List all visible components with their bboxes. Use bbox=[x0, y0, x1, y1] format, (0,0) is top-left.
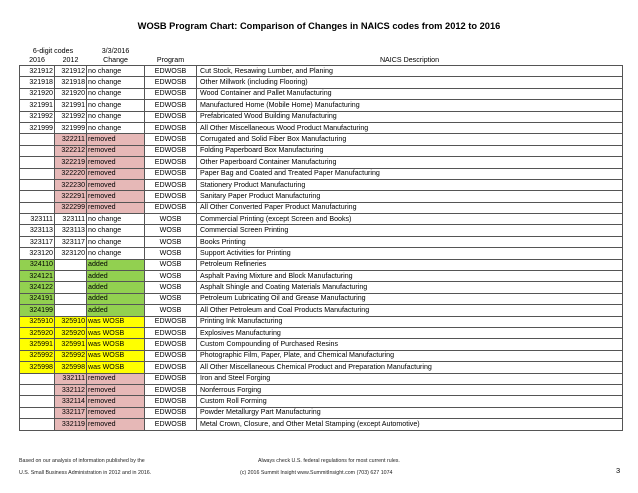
description-cell: Asphalt Shingle and Coating Materials Manufacturing bbox=[197, 282, 623, 293]
code-2012-cell: 332112 bbox=[55, 384, 87, 395]
table-row bbox=[20, 339, 623, 350]
code-2012-cell: 332117 bbox=[55, 407, 87, 418]
code-2012-cell: 325910 bbox=[55, 316, 87, 327]
col-program-header: Program bbox=[156, 56, 185, 64]
table-row bbox=[20, 179, 623, 190]
code-2016-cell bbox=[20, 384, 55, 395]
code-2016-cell: 324122 bbox=[20, 282, 55, 293]
description-cell: Powder Metallurgy Part Manufacturing bbox=[197, 407, 623, 418]
code-2012-cell: 321918 bbox=[55, 77, 87, 88]
table-row bbox=[20, 225, 623, 236]
code-2012-cell: 323120 bbox=[55, 248, 87, 259]
program-cell: EDWOSB bbox=[145, 327, 197, 338]
code-2012-cell: 325920 bbox=[55, 327, 87, 338]
code-2016-cell: 325991 bbox=[20, 339, 55, 350]
description-cell: Other Paperboard Container Manufacturing bbox=[197, 157, 623, 168]
description-cell: Commercial Printing (except Screen and Books) bbox=[197, 214, 623, 225]
program-cell: WOSB bbox=[145, 305, 197, 316]
program-cell: EDWOSB bbox=[145, 362, 197, 373]
code-2016-cell: 323117 bbox=[20, 236, 55, 247]
description-cell: Commercial Screen Printing bbox=[197, 225, 623, 236]
program-cell: EDWOSB bbox=[145, 339, 197, 350]
program-cell: WOSB bbox=[145, 214, 197, 225]
code-2012-cell: 323117 bbox=[55, 236, 87, 247]
code-2016-cell: 325920 bbox=[20, 327, 55, 338]
code-2012-cell: 322211 bbox=[55, 134, 87, 145]
table-row bbox=[20, 214, 623, 225]
description-cell: Nonferrous Forging bbox=[197, 384, 623, 395]
code-2012-cell bbox=[55, 282, 87, 293]
change-cell: was WOSB bbox=[87, 316, 145, 327]
code-2012-cell: 332111 bbox=[55, 373, 87, 384]
naics-table bbox=[19, 47, 623, 431]
description-cell: All Other Miscellaneous Chemical Product and Preparation Manufacturing bbox=[197, 362, 623, 373]
header-row bbox=[20, 56, 623, 66]
col-2016-header: 2016 bbox=[29, 56, 45, 64]
table-row bbox=[20, 157, 623, 168]
change-cell: no change bbox=[87, 225, 145, 236]
change-cell: no change bbox=[87, 122, 145, 133]
description-cell: All Other Converted Paper Product Manufacturing bbox=[197, 202, 623, 213]
code-2012-cell: 321992 bbox=[55, 111, 87, 122]
program-cell: WOSB bbox=[145, 248, 197, 259]
change-cell: no change bbox=[87, 236, 145, 247]
program-cell: EDWOSB bbox=[145, 407, 197, 418]
change-cell: was WOSB bbox=[87, 327, 145, 338]
code-2016-cell bbox=[20, 396, 55, 407]
change-cell: added bbox=[87, 282, 145, 293]
program-cell: EDWOSB bbox=[145, 191, 197, 202]
code-2012-cell: 322219 bbox=[55, 157, 87, 168]
code-2012-cell: 325998 bbox=[55, 362, 87, 373]
code-2012-cell: 325992 bbox=[55, 350, 87, 361]
description-cell: Petroleum Refineries bbox=[197, 259, 623, 270]
description-cell: Custom Compounding of Purchased Resins bbox=[197, 339, 623, 350]
code-2016-cell: 324199 bbox=[20, 305, 55, 316]
program-cell: EDWOSB bbox=[145, 373, 197, 384]
change-cell: was WOSB bbox=[87, 350, 145, 361]
table-row bbox=[20, 88, 623, 99]
description-cell: Other Millwork (including Flooring) bbox=[197, 77, 623, 88]
table-row bbox=[20, 236, 623, 247]
code-2016-cell bbox=[20, 157, 55, 168]
table-row bbox=[20, 100, 623, 111]
change-cell: was WOSB bbox=[87, 362, 145, 373]
footer-source-line2: U.S. Small Business Administration in 2012 and in 2016. bbox=[19, 470, 152, 476]
code-2012-cell bbox=[55, 259, 87, 270]
code-2016-cell bbox=[20, 373, 55, 384]
change-cell: no change bbox=[87, 248, 145, 259]
code-2012-cell: 321999 bbox=[55, 122, 87, 133]
table-row bbox=[20, 282, 623, 293]
table-row bbox=[20, 384, 623, 395]
code-2016-cell: 323111 bbox=[20, 214, 55, 225]
change-cell: no change bbox=[87, 66, 145, 77]
program-cell: EDWOSB bbox=[145, 145, 197, 156]
description-cell: Asphalt Paving Mixture and Block Manufacturing bbox=[197, 271, 623, 282]
code-2016-cell: 321999 bbox=[20, 122, 55, 133]
description-cell: All Other Petroleum and Coal Products Manufacturing bbox=[197, 305, 623, 316]
description-cell: Paper Bag and Coated and Treated Paper Manufacturing bbox=[197, 168, 623, 179]
description-cell: Iron and Steel Forging bbox=[197, 373, 623, 384]
page-number: 3 bbox=[616, 466, 621, 475]
table-row bbox=[20, 373, 623, 384]
code-2016-cell bbox=[20, 179, 55, 190]
change-cell: added bbox=[87, 259, 145, 270]
change-cell: removed bbox=[87, 179, 145, 190]
change-cell: no change bbox=[87, 88, 145, 99]
description-cell: Custom Roll Forming bbox=[197, 396, 623, 407]
description-cell: Petroleum Lubricating Oil and Grease Manufacturing bbox=[197, 293, 623, 304]
code-2016-cell: 324191 bbox=[20, 293, 55, 304]
change-cell: no change bbox=[87, 214, 145, 225]
program-cell: EDWOSB bbox=[145, 122, 197, 133]
change-cell: removed bbox=[87, 373, 145, 384]
code-2016-cell: 323120 bbox=[20, 248, 55, 259]
change-cell: added bbox=[87, 305, 145, 316]
code-2012-cell: 322220 bbox=[55, 168, 87, 179]
change-cell: added bbox=[87, 293, 145, 304]
code-2012-cell: 322299 bbox=[55, 202, 87, 213]
code-2012-cell: 322212 bbox=[55, 145, 87, 156]
description-cell: Wood Container and Pallet Manufacturing bbox=[197, 88, 623, 99]
code-2012-cell: 322230 bbox=[55, 179, 87, 190]
program-cell: WOSB bbox=[145, 271, 197, 282]
program-cell: EDWOSB bbox=[145, 168, 197, 179]
code-2016-cell: 324110 bbox=[20, 259, 55, 270]
table-row bbox=[20, 396, 623, 407]
description-cell: Manufactured Home (Mobile Home) Manufacturing bbox=[197, 100, 623, 111]
program-cell: WOSB bbox=[145, 225, 197, 236]
code-2016-cell: 325992 bbox=[20, 350, 55, 361]
codes-label: 6-digit codes bbox=[32, 47, 74, 55]
code-2012-cell: 332119 bbox=[55, 419, 87, 430]
table-row bbox=[20, 168, 623, 179]
program-cell: EDWOSB bbox=[145, 179, 197, 190]
program-cell: EDWOSB bbox=[145, 88, 197, 99]
header-row-top bbox=[20, 47, 623, 56]
code-2012-cell: 321920 bbox=[55, 88, 87, 99]
description-cell: Support Activities for Printing bbox=[197, 248, 623, 259]
change-cell: removed bbox=[87, 157, 145, 168]
table-row bbox=[20, 122, 623, 133]
table-row bbox=[20, 350, 623, 361]
description-cell: Printing Ink Manufacturing bbox=[197, 316, 623, 327]
description-cell: Folding Paperboard Box Manufacturing bbox=[197, 145, 623, 156]
code-2016-cell: 323113 bbox=[20, 225, 55, 236]
change-cell: removed bbox=[87, 168, 145, 179]
table-row bbox=[20, 134, 623, 145]
program-cell: EDWOSB bbox=[145, 350, 197, 361]
change-cell: no change bbox=[87, 111, 145, 122]
program-cell: EDWOSB bbox=[145, 66, 197, 77]
description-cell: Corrugated and Solid Fiber Box Manufacturing bbox=[197, 134, 623, 145]
code-2016-cell: 325910 bbox=[20, 316, 55, 327]
col-2012-header: 2012 bbox=[62, 56, 79, 64]
table-row bbox=[20, 327, 623, 338]
code-2016-cell bbox=[20, 168, 55, 179]
change-cell: removed bbox=[87, 419, 145, 430]
code-2016-cell bbox=[20, 419, 55, 430]
table-row bbox=[20, 407, 623, 418]
description-cell: Books Printing bbox=[197, 236, 623, 247]
code-2016-cell bbox=[20, 202, 55, 213]
program-cell: EDWOSB bbox=[145, 157, 197, 168]
code-2016-cell: 321992 bbox=[20, 111, 55, 122]
description-cell: Photographic Film, Paper, Plate, and Chemical Manufacturing bbox=[197, 350, 623, 361]
table-row bbox=[20, 305, 623, 316]
table-row bbox=[20, 248, 623, 259]
code-2016-cell bbox=[20, 407, 55, 418]
change-cell: added bbox=[87, 271, 145, 282]
program-cell: EDWOSB bbox=[145, 419, 197, 430]
table-row bbox=[20, 111, 623, 122]
description-cell: All Other Miscellaneous Wood Product Manufacturing bbox=[197, 122, 623, 133]
date-label: 3/3/2016 bbox=[101, 47, 130, 55]
program-cell: WOSB bbox=[145, 282, 197, 293]
table-row bbox=[20, 419, 623, 430]
footer-copyright: (c) 2016 Summit Insight www.SummitInsight.com (703) 627 1074 bbox=[240, 470, 393, 476]
program-cell: EDWOSB bbox=[145, 134, 197, 145]
change-cell: removed bbox=[87, 202, 145, 213]
table-row bbox=[20, 259, 623, 270]
col-desc-header: NAICS Description bbox=[379, 56, 440, 64]
table-row bbox=[20, 77, 623, 88]
code-2012-cell bbox=[55, 305, 87, 316]
table-row bbox=[20, 202, 623, 213]
code-2012-cell: 321912 bbox=[55, 66, 87, 77]
program-cell: EDWOSB bbox=[145, 316, 197, 327]
change-cell: removed bbox=[87, 145, 145, 156]
description-cell: Prefabricated Wood Building Manufacturing bbox=[197, 111, 623, 122]
table-row bbox=[20, 191, 623, 202]
footer-source-line1: Based on our analysis of information published by the bbox=[19, 458, 145, 464]
code-2016-cell: 321912 bbox=[20, 66, 55, 77]
code-2012-cell: 323111 bbox=[55, 214, 87, 225]
code-2012-cell: 325991 bbox=[55, 339, 87, 350]
description-cell: Explosives Manufacturing bbox=[197, 327, 623, 338]
code-2012-cell: 332114 bbox=[55, 396, 87, 407]
table-row bbox=[20, 293, 623, 304]
code-2016-cell: 325998 bbox=[20, 362, 55, 373]
code-2016-cell bbox=[20, 134, 55, 145]
change-cell: removed bbox=[87, 134, 145, 145]
program-cell: EDWOSB bbox=[145, 111, 197, 122]
table-row bbox=[20, 145, 623, 156]
page-title: WOSB Program Chart: Comparison of Changes in NAICS codes from 2012 to 2016 bbox=[137, 21, 501, 31]
change-cell: removed bbox=[87, 384, 145, 395]
change-cell: removed bbox=[87, 407, 145, 418]
code-2012-cell bbox=[55, 271, 87, 282]
description-cell: Sanitary Paper Product Manufacturing bbox=[197, 191, 623, 202]
program-cell: EDWOSB bbox=[145, 396, 197, 407]
program-cell: EDWOSB bbox=[145, 202, 197, 213]
change-cell: removed bbox=[87, 191, 145, 202]
code-2016-cell: 321918 bbox=[20, 77, 55, 88]
program-cell: EDWOSB bbox=[145, 100, 197, 111]
col-change-header: Change bbox=[103, 56, 128, 64]
code-2012-cell: 322291 bbox=[55, 191, 87, 202]
program-cell: WOSB bbox=[145, 293, 197, 304]
table-row bbox=[20, 316, 623, 327]
change-cell: removed bbox=[87, 396, 145, 407]
code-2016-cell: 324121 bbox=[20, 271, 55, 282]
code-2012-cell bbox=[55, 293, 87, 304]
code-2016-cell bbox=[20, 145, 55, 156]
description-cell: Stationery Product Manufacturing bbox=[197, 179, 623, 190]
table-body bbox=[20, 66, 623, 431]
code-2012-cell: 323113 bbox=[55, 225, 87, 236]
change-cell: was WOSB bbox=[87, 339, 145, 350]
description-cell: Cut Stock, Resawing Lumber, and Planing bbox=[197, 66, 623, 77]
code-2016-cell: 321920 bbox=[20, 88, 55, 99]
footer-disclaimer: Always check U.S. federal regulations for most current rules. bbox=[258, 458, 400, 464]
table-row bbox=[20, 66, 623, 77]
program-cell: WOSB bbox=[145, 259, 197, 270]
table-row bbox=[20, 271, 623, 282]
code-2016-cell: 321991 bbox=[20, 100, 55, 111]
code-2012-cell: 321991 bbox=[55, 100, 87, 111]
change-cell: no change bbox=[87, 100, 145, 111]
description-cell: Metal Crown, Closure, and Other Metal Stamping (except Automotive) bbox=[197, 419, 623, 430]
program-cell: WOSB bbox=[145, 236, 197, 247]
program-cell: EDWOSB bbox=[145, 77, 197, 88]
change-cell: no change bbox=[87, 77, 145, 88]
table-row bbox=[20, 362, 623, 373]
code-2016-cell bbox=[20, 191, 55, 202]
program-cell: EDWOSB bbox=[145, 384, 197, 395]
